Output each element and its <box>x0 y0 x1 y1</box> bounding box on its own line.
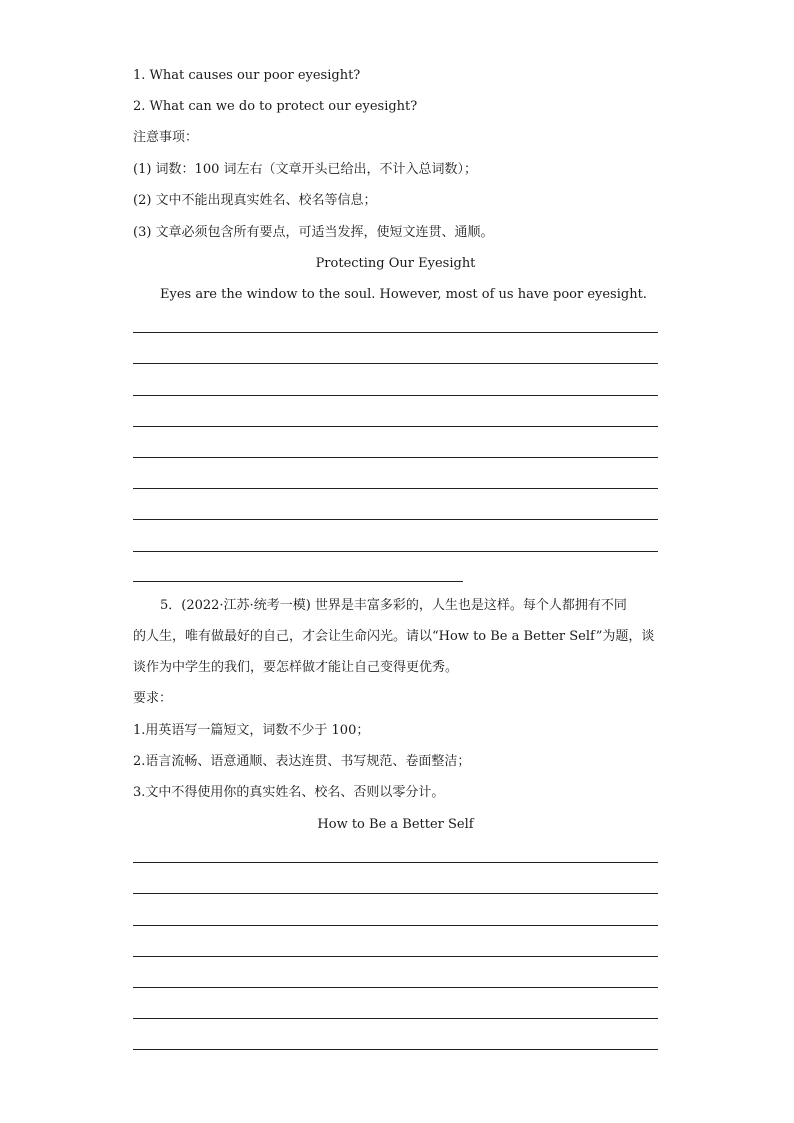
writing-line <box>133 893 658 894</box>
writing-line <box>133 1018 658 1019</box>
requirement-1: 1.用英语写一篇短文，词数不少于 100； <box>133 723 370 738</box>
requirements-heading: 要求： <box>133 691 173 706</box>
note-1: (1) 词数：100 词左右（文章开头已给出，不计入总词数）； <box>133 162 477 177</box>
essay-title-eyesight: Protecting Our Eyesight <box>315 256 476 271</box>
question-1: 1. What causes our poor eyesight? <box>133 68 361 83</box>
writing-line <box>133 519 658 520</box>
notes-heading: 注意事项： <box>133 130 199 145</box>
requirement-2: 2.语言流畅、语意通顺、表达连贯、书写规范、卷面整洁； <box>133 754 471 769</box>
writing-line <box>133 332 658 333</box>
writing-line <box>133 395 658 396</box>
note-2: (2) 文中不能出现真实姓名、校名等信息； <box>133 193 377 208</box>
prompt-line-2: 的人生，唯有做最好的自己，才会让生命闪光。请以“How to Be a Better Self”为题，谈 <box>133 629 655 644</box>
essay-opening: Eyes are the window to the soul. However, most of us have poor eyesight. <box>160 287 647 302</box>
prompt-line-1: 5．(2022·江苏·统考一模) 世界是丰富多彩的，人生也是这样。每个人都拥有不同 <box>160 598 627 613</box>
requirement-3: 3.文中不得使用你的真实姓名、校名、否则以零分计。 <box>133 785 445 800</box>
writing-line-short <box>133 581 463 582</box>
writing-line <box>133 488 658 489</box>
note-3: (3) 文章必须包含所有要点，可适当发挥，使短文连贯、通顺。 <box>133 225 494 240</box>
writing-line <box>133 862 658 863</box>
prompt-line-3: 谈作为中学生的我们，要怎样做才能让自己变得更优秀。 <box>133 660 459 675</box>
writing-line <box>133 925 658 926</box>
writing-line <box>133 987 658 988</box>
question-2: 2. What can we do to protect our eyesight? <box>133 99 418 114</box>
writing-line <box>133 956 658 957</box>
essay-title-better-self: How to Be a Better Self <box>317 817 474 832</box>
writing-line <box>133 1049 658 1050</box>
writing-line <box>133 551 658 552</box>
writing-line <box>133 363 658 364</box>
writing-line <box>133 426 658 427</box>
writing-line <box>133 457 658 458</box>
